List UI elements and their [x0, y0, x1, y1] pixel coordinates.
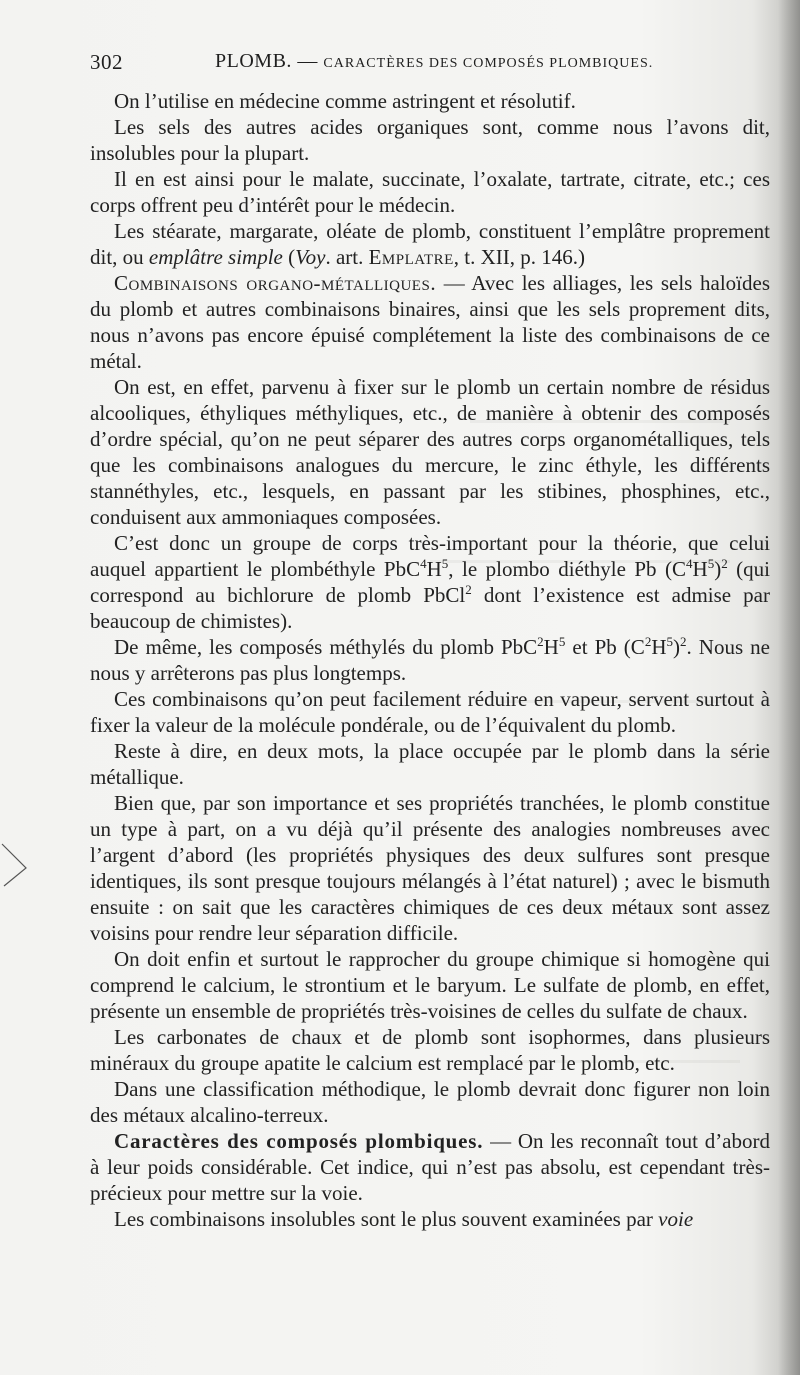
- running-title-dash: —: [297, 50, 318, 72]
- formula-superscript: 5: [441, 556, 449, 571]
- paragraph-organo-metalliques: [90, 270, 770, 374]
- formula-superscript: 2: [465, 582, 472, 597]
- formula-superscript: 2: [679, 634, 687, 649]
- paragraph-text: Il en est ainsi pour le malate, succinate, l’oxalate, tartrate, citrate, etc.; ces corps offrent peu d’intérêt pour le médecin.: [90, 167, 770, 217]
- paragraph-text: . art.: [325, 245, 369, 269]
- paragraph-text: Les carbonates de chaux et de plomb sont isophormes, dans plusieurs minéraux du groupe apatite le calcium est remplacé par le plomb, etc.: [90, 1025, 770, 1075]
- paragraph-carbonates: [90, 1024, 770, 1076]
- paragraph-text: H: [426, 557, 442, 581]
- paragraph-groupe-chimique: [90, 946, 770, 1024]
- paragraph-text: Les combinaisons insolubles sont le plus souvent examinées par: [114, 1207, 659, 1231]
- paragraph-malate: [90, 166, 770, 218]
- formula-superscript: 5: [558, 634, 566, 649]
- cross-reference-term: Emplatre: [368, 245, 454, 269]
- paragraph-text: On est, en effet, parvenu à fixer sur le plomb un certain nombre de résidus alcooliques, éthyliques méthyliques, etc., de manière à obtenir des composés d’ordre spécial, qu’on ne peut séparer des autres corps organométalliques, tels que les combinaisons analogues du mercure, le zinc éthyle, les différents stannéthyles, etc., lesquels, en passant par les stibines, phosphines, etc., conduisent aux ammoniaques composées.: [90, 375, 770, 529]
- paragraph-text: De même, les composés méthylés du plomb PbC: [114, 635, 538, 659]
- paragraph-text: H: [692, 557, 708, 581]
- formula-superscript: 2: [721, 556, 728, 571]
- paragraph-classification: [90, 1076, 770, 1128]
- paragraph-text: H: [543, 635, 559, 659]
- paragraph-text: C’est donc un groupe de corps très-important pour la théorie, que celui auquel appartient le plombéthyle PbC: [90, 531, 770, 581]
- margin-bracket-mark: [0, 842, 32, 890]
- paragraph-caracteres: [90, 1128, 770, 1206]
- paragraph-text: ): [672, 635, 680, 659]
- paragraph-text: , le plombo diéthyle Pb (C: [448, 557, 687, 581]
- running-title: [215, 50, 653, 73]
- paragraph-text: Dans une classification méthodique, le plomb devrait donc figurer non loin des métaux alcalino-terreux.: [90, 1077, 770, 1127]
- paragraph-sels-organiques: [90, 114, 770, 166]
- paragraph-text: Reste à dire, en deux mots, la place occupée par le plomb dans la série métallique.: [90, 739, 770, 789]
- paragraph-text: — Avec les alliages, les sels haloïdes du plomb et autres combinaisons binaires, ainsi que les sels proprement dits, nous n’avons pas encore épuisé complétement la liste des combinaisons de ce métal.: [90, 271, 770, 373]
- running-header: [90, 50, 780, 80]
- paragraph-emplatre: [90, 218, 770, 270]
- paragraph-methyles: [90, 634, 770, 686]
- paragraph-vapeur: [90, 686, 770, 738]
- paragraph-type-a-part: [90, 790, 770, 946]
- running-title-sub: CARACTÈRES DES COMPOSÉS PLOMBIQUES.: [323, 56, 654, 71]
- body-text: [90, 88, 770, 1232]
- formula-superscript: 4: [686, 556, 693, 571]
- page-number: 302: [90, 50, 123, 74]
- formula-superscript: 5: [666, 634, 673, 649]
- formula-superscript: 2: [537, 634, 544, 649]
- paragraph-plombethyle: [90, 530, 770, 634]
- section-heading: Combinaisons organo-métalliques.: [114, 271, 437, 295]
- paragraph-text: H: [651, 635, 667, 659]
- section-heading-bold: Caractères des composés plombiques.: [114, 1129, 484, 1153]
- binding-shadow: [778, 0, 800, 1375]
- paragraph-serie-metallique: [90, 738, 770, 790]
- paragraph-text: dont l’existence est admise par beaucoup de chimistes).: [90, 583, 770, 633]
- formula-superscript: 5: [707, 556, 715, 571]
- paragraph-text: On l’utilise en médecine comme astringent et résolutif.: [114, 89, 576, 113]
- paragraph-text: ): [714, 557, 722, 581]
- paragraph-text: et Pb (C: [565, 635, 645, 659]
- paragraph-text: Bien que, par son importance et ses propriétés tranchées, le plomb constitue un type à part, on a vu déjà qu’il présente des analogies nombreuses avec l’argent d’abord (les propriétés physiques des deux sulfures sont presque identiques, ils sont presque toujours mélangés à l’état naturel) ; avec le bismuth ensuite : on sait que les caractères chimiques de ces deux métaux sont assez voisins pour rendre leur séparation difficile.: [90, 791, 770, 945]
- paragraph-text: Les stéarate, margarate, oléate de plomb, constituent l’emplâtre proprement dit, ou: [90, 219, 770, 269]
- formula-superscript: 4: [420, 556, 427, 571]
- paragraph-text: , t. XII, p. 146.): [453, 245, 586, 269]
- formula-superscript: 2: [644, 634, 652, 649]
- paragraph-text: On doit enfin et surtout le rapprocher du groupe chimique si homogène qui comprend le calcium, le strontium et le baryum. Le sulfate de plomb, en effet, présente un ensemble de propriétés très-voisines de celles du sulfate de chaux.: [90, 947, 770, 1023]
- running-title-main: PLOMB.: [215, 50, 292, 72]
- paragraph-text: . Nous ne nous y arrêterons pas plus longtemps.: [90, 635, 770, 685]
- paragraph-text: (: [282, 245, 296, 269]
- italic-term: voie: [658, 1207, 694, 1231]
- paragraph-text: Les sels des autres acides organiques sont, comme nous l’avons dit, insolubles pour la plupart.: [90, 115, 770, 165]
- paragraph-text: Ces combinaisons qu’on peut facilement réduire en vapeur, servent surtout à fixer la valeur de la molécule pondérale, ou de l’équivalent du plomb.: [90, 687, 770, 737]
- paragraph-combinaisons-insolubles: [90, 1206, 770, 1232]
- paragraph-medecine: [90, 88, 770, 114]
- italic-term: emplâtre simple: [148, 245, 283, 269]
- italic-reference: Voy: [295, 245, 326, 269]
- paragraph-residus-alcooliques: [90, 374, 770, 530]
- paragraph-text: (qui correspond au bichlorure de plomb PbCl: [90, 557, 770, 607]
- paragraph-text: — On les reconnaît tout d’abord à leur poids considérable. Cet indice, qui n’est pas absolu, est cependant très-précieux pour mettre sur la voie.: [90, 1129, 770, 1205]
